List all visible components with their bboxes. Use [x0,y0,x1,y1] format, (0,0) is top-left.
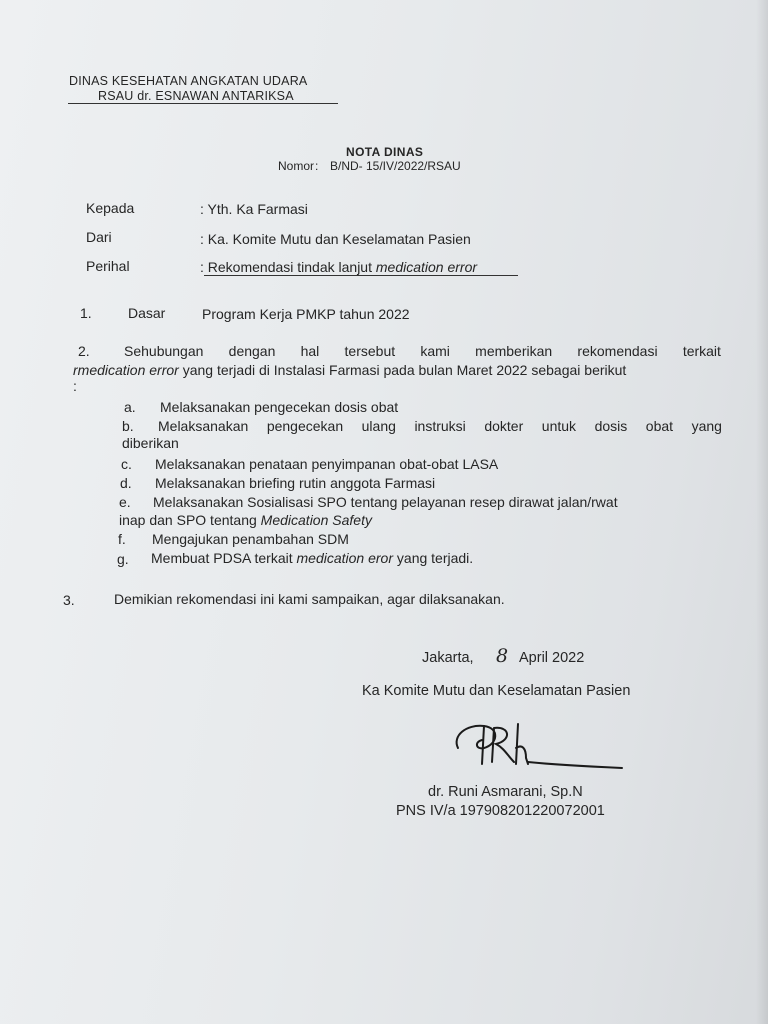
item-a-letter: a. [124,399,136,415]
handwritten-signature [448,718,628,780]
nomor-separator: : [315,159,319,173]
item-g-text [151,550,473,566]
kepada-value: : Yth. Ka Farmasi [200,201,308,217]
closing-place: Jakarta, [422,650,474,666]
point1-number: 1. [80,305,92,321]
item-b-line1 [158,418,722,434]
point1-text: Program Kerja PMKP tahun 2022 [202,306,410,322]
word: Sehubungan [124,343,204,359]
item-g-letter: g. [117,551,129,567]
item-d-text: Melaksanakan briefing rutin anggota Farmasi [155,475,436,491]
item-g-suffix: yang terjadi. [393,550,474,566]
word: kami [420,343,450,359]
nota-dinas-title: NOTA DINAS [346,145,424,159]
closing-day: 8 [496,645,509,667]
paper-edge-shadow [756,0,768,1024]
perihal-value [200,259,477,275]
item-b-line2: diberikan [122,435,179,451]
signer-name: dr. Runi Asmarani, Sp.N [428,784,583,800]
closing-month-year: April 2022 [519,650,585,666]
word: dengan [228,343,276,359]
item-g-prefix: Membuat PDSA terkait [151,550,297,566]
point3-number: 3. [63,592,75,608]
signer-nip: PNS IV/a 197908201220072001 [396,803,605,819]
word: obat [645,418,674,434]
point3-text: Demikian rekomendasi ini kami sampaikan, agar dilaksanakan. [114,591,505,607]
item-f-letter: f. [118,531,126,547]
point2-line2-italic: rmedication error [73,362,179,378]
perihal-label: Perihal [86,258,130,274]
item-b-letter: b. [122,418,134,434]
perihal-underline [204,275,518,276]
word: pengecekan [266,418,344,434]
word: Melaksanakan [158,418,249,434]
word: instruksi [414,418,466,434]
header-underline [68,103,338,104]
point2-line2 [73,362,626,378]
header-institution: DINAS KESEHATAN ANGKATAN UDARA [69,74,308,88]
word: dokter [484,418,524,434]
header-hospital: RSAU dr. ESNAWAN ANTARIKSA [98,89,294,103]
word: yang [691,418,722,434]
dari-value: : Ka. Komite Mutu dan Keselamatan Pasien [200,231,471,247]
point2-line1 [124,343,721,359]
dari-label: Dari [86,229,112,245]
word: terkait [682,343,721,359]
nomor-value: B/ND- 15/IV/2022/RSAU [330,159,461,173]
item-e-text: Melaksanakan Sosialisasi SPO tentang pelayanan resep dirawat jalan/rwat [153,494,618,510]
kepada-label: Kepada [86,200,135,216]
point2-line3: : [73,378,77,394]
perihal-italic: medication error [375,259,478,275]
item-e-line2 [119,512,372,528]
word: dosis [594,418,628,434]
word: memberikan [475,343,553,359]
item-d-letter: d. [120,475,132,491]
nomor-label: Nomor [278,159,315,173]
word: hal [300,343,320,359]
point2-number: 2. [78,343,90,359]
point2-line2-text: yang terjadi di Instalasi Farmasi pada bulan Maret 2022 sebagai berikut [178,362,627,378]
perihal-text: : Rekomendasi tindak lanjut [200,259,376,275]
item-g-italic: medication eror [296,550,394,566]
signer-position: Ka Komite Mutu dan Keselamatan Pasien [362,683,631,699]
item-e-line2-italic: Medication Safety [260,512,372,528]
word: tersebut [344,343,396,359]
item-c-letter: c. [121,456,132,472]
item-e-line2-text: inap dan SPO tentang [119,512,261,528]
item-c-text: Melaksanakan penataan penyimpanan obat-obat LASA [155,456,499,472]
item-f-text: Mengajukan penambahan SDM [152,531,349,547]
point1-label: Dasar [128,305,166,321]
item-a-text: Melaksanakan pengecekan dosis obat [160,399,399,415]
item-e-letter: e. [119,494,131,510]
word: ulang [361,418,396,434]
word: rekomendasi [577,343,658,359]
word: untuk [541,418,577,434]
